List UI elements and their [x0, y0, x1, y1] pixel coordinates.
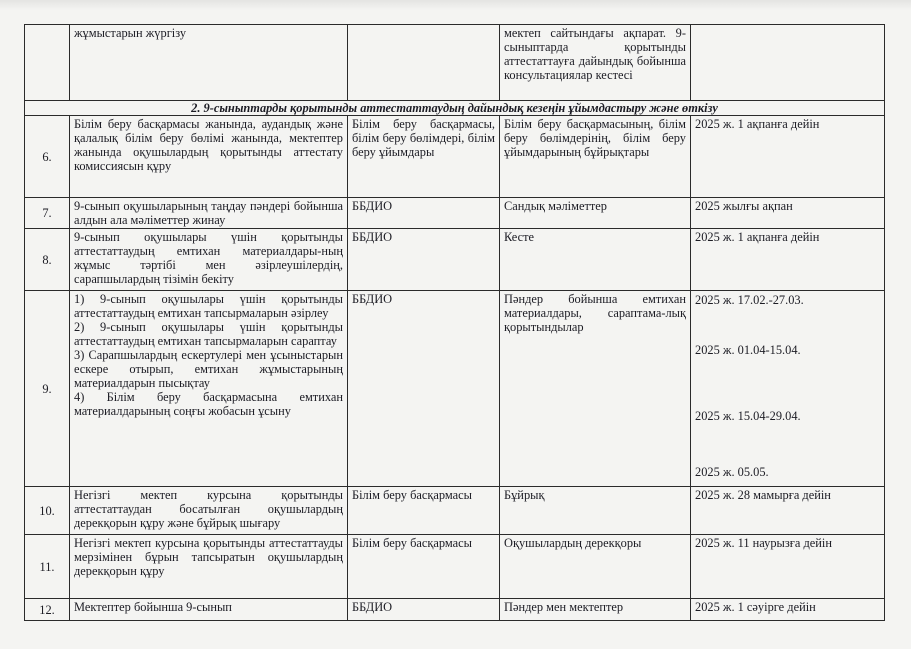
- cell-responsible: Білім беру басқармасы, білім беру бөлімдері, білім беру ұйымдары: [348, 116, 500, 198]
- table-row-9: [25, 291, 885, 487]
- cell-result: Сандық мәліметтер: [500, 198, 691, 229]
- cell-responsible: ББДИО: [348, 198, 500, 229]
- cell-result: мектеп сайтындағы ақпарат. 9-сыныптарда қорытынды аттестаттауға дайындық бойынша консультациялар кестесі: [500, 25, 691, 101]
- cell-result: Білім беру басқармасының, білім беру бөлімдерінің, білім беру ұйымдарының бұйрықтары: [500, 116, 691, 198]
- section-header-row: [25, 101, 885, 116]
- cell-deadline: [691, 291, 885, 487]
- table-row-7: [25, 198, 885, 229]
- cell-task: [70, 291, 348, 487]
- deadline-spacer: [695, 307, 880, 343]
- task-item-4: 4) Білім беру басқармасына емтихан материалдарының соңғы жобасын ұсыну: [74, 390, 343, 418]
- cell-deadline: 2025 ж. 28 мамырға дейін: [691, 487, 885, 535]
- cell-task: Негізгі мектеп курсына қорытынды аттестаттаудан босатылған оқушылардың дерекқорын құру және бұйрық шығару: [70, 487, 348, 535]
- table-row-8: [25, 229, 885, 291]
- cell-num: 6.: [25, 116, 70, 198]
- page-top-edge: [0, 0, 911, 10]
- cell-responsible: ББДИО: [348, 291, 500, 487]
- table-row-6: [25, 116, 885, 198]
- cell-responsible: Білім беру басқармасы: [348, 487, 500, 535]
- section-title: 2. 9-сыныптарды қорытынды аттестаттаудың дайындық кезеңін ұйымдастыру және өткізу: [25, 101, 885, 116]
- cell-task: 9-сынып оқушыларының таңдау пәндері бойынша алдын ала мәліметтер жинау: [70, 198, 348, 229]
- cell-deadline: 2025 ж. 1 ақпанға дейін: [691, 116, 885, 198]
- deadline-1: 2025 ж. 17.02.-27.03.: [695, 293, 804, 307]
- cell-responsible: ББДИО: [348, 229, 500, 291]
- cell-deadline: 2025 ж. 1 сәуірге дейін: [691, 599, 885, 621]
- cell-result: Оқушылардың дерекқоры: [500, 535, 691, 599]
- cell-task: 9-сынып оқушылары үшін қорытынды аттестаттаудың емтихан материалдары-ның жұмыс тәртібі мен әзірлеушілердің, сарапшылардың тізімін бекіту: [70, 229, 348, 291]
- task-item-2: 2) 9-сынып оқушылары үшін қорытынды аттестаттаудың емтихан тапсырмаларын сараптау: [74, 320, 343, 348]
- cell-result: Кесте: [500, 229, 691, 291]
- deadline-spacer: [695, 357, 880, 409]
- cell-num: 12.: [25, 599, 70, 621]
- cell-responsible: [348, 25, 500, 101]
- table-row-continued: [25, 25, 885, 101]
- task-item-3: 3) Сарапшылардың ескертулері мен ұсыныстарын ескере отырып, емтихан жұмыстарының материалдарын пысықтау: [74, 348, 343, 390]
- task-item-1: 1) 9-сынып оқушылары үшін қорытынды аттестаттаудың емтихан тапсырмаларын әзірлеу: [74, 292, 343, 320]
- cell-deadline: 2025 жылғы ақпан: [691, 198, 885, 229]
- cell-deadline: 2025 ж. 11 наурызға дейін: [691, 535, 885, 599]
- deadline-spacer: [695, 423, 880, 465]
- cell-result: Пәндер мен мектептер: [500, 599, 691, 621]
- cell-deadline: [691, 25, 885, 101]
- cell-deadline: 2025 ж. 1 ақпанға дейін: [691, 229, 885, 291]
- table-row-10: [25, 487, 885, 535]
- cell-num: [25, 25, 70, 101]
- cell-result: Пәндер бойынша емтихан материалдары, сараптама-лық қорытындылар: [500, 291, 691, 487]
- table-row-11: [25, 535, 885, 599]
- deadline-4: 2025 ж. 05.05.: [695, 465, 769, 479]
- cell-num: 9.: [25, 291, 70, 487]
- table-row-12: [25, 599, 885, 621]
- cell-num: 10.: [25, 487, 70, 535]
- cell-task: Негізгі мектеп курсына қорытынды аттестаттауды мерзімінен бұрын тапсыратын оқушылардың дерекқорын құру: [70, 535, 348, 599]
- plan-table: [24, 24, 885, 621]
- cell-task: жұмыстарын жүргізу: [70, 25, 348, 101]
- cell-responsible: ББДИО: [348, 599, 500, 621]
- cell-result: Бұйрық: [500, 487, 691, 535]
- deadline-3: 2025 ж. 15.04-29.04.: [695, 409, 801, 423]
- cell-num: 7.: [25, 198, 70, 229]
- cell-num: 8.: [25, 229, 70, 291]
- cell-task: Білім беру басқармасы жанында, аудандық және қалалық білім беру бөлімі жанында, мектептер жанында оқушылардың қорытынды аттестату комиссиясын құру: [70, 116, 348, 198]
- deadline-2: 2025 ж. 01.04-15.04.: [695, 343, 801, 357]
- cell-num: 11.: [25, 535, 70, 599]
- cell-task: Мектептер бойынша 9-сынып: [70, 599, 348, 621]
- cell-responsible: Білім беру басқармасы: [348, 535, 500, 599]
